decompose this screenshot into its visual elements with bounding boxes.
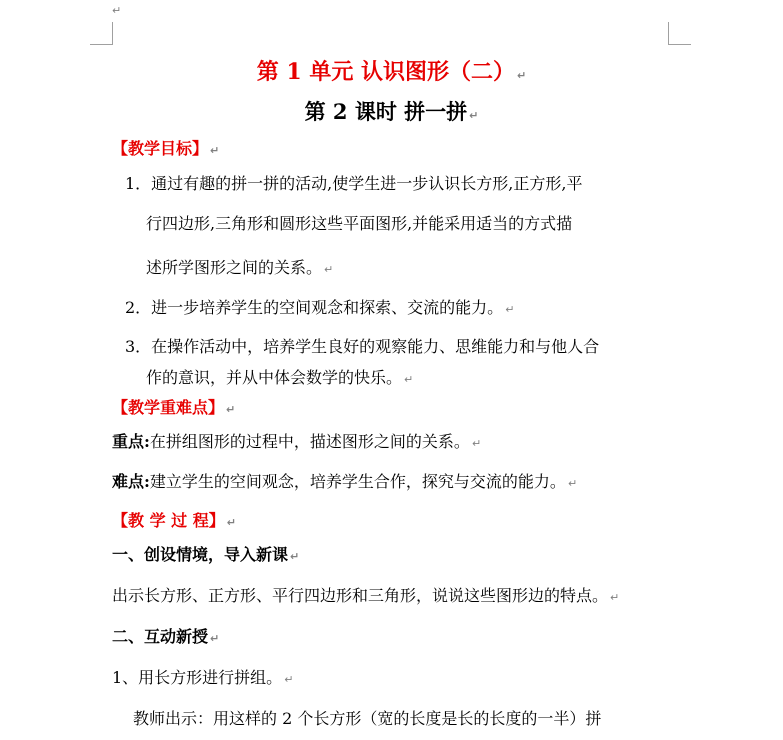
- paragraph-mark-icon: ↵: [471, 437, 482, 450]
- goals-heading: 【教学目标】 ↵: [112, 139, 220, 158]
- paragraph-mark-icon: ↵: [610, 591, 620, 604]
- step-2-item-1-text: 教师出示：用这样的 2 个长方形（宽的长度是长的长度的一半）拼: [133, 709, 602, 728]
- paragraph-mark-icon: ↵: [505, 303, 515, 316]
- process-heading: 【教 学 过 程】 ↵: [112, 511, 236, 530]
- page-corner-top-left: [90, 22, 113, 45]
- goal-1-line-3: 述所学图形之间的关系。 ↵: [146, 258, 334, 277]
- paragraph-mark-icon: ↵: [567, 477, 578, 490]
- difficult-point-label: 难点:: [112, 472, 150, 491]
- paragraph-mark-icon: ↵: [112, 4, 122, 17]
- step-2-item-1: 1、用长方形进行拼组。 ↵: [112, 668, 294, 687]
- goal-1-line-1: 1．通过有趣的拼一拼的活动,使学生进一步认识长方形,正方形,平: [125, 174, 583, 193]
- paragraph-mark-icon: ↵: [469, 109, 479, 122]
- paragraph-mark-icon: ↵: [290, 550, 300, 563]
- lesson-subtitle: 第 2 课时 拼一拼 ↵: [304, 99, 479, 124]
- goal-1-line-2: 行四边形,三角形和圆形这些平面图形,并能采用适当的方式描: [146, 214, 573, 233]
- goal-2: 2．进一步培养学生的空间观念和探索、交流的能力。 ↵: [125, 298, 515, 317]
- key-point: 重点:在拼组图形的过程中，描述图形之间的关系。 ↵: [112, 432, 482, 451]
- paragraph-mark-icon: ↵: [226, 516, 236, 529]
- paragraph-mark-icon: ↵: [324, 263, 334, 276]
- key-point-label: 重点:: [112, 432, 150, 451]
- paragraph-mark-icon: ↵: [210, 144, 220, 157]
- step-1-heading: 一、创设情境，导入新课 ↵: [112, 545, 300, 564]
- paragraph-mark-icon: ↵: [517, 69, 527, 82]
- difficult-point: 难点:建立学生的空间观念，培养学生合作，探究与交流的能力。 ↵: [112, 472, 578, 491]
- step-1-text: 出示长方形、正方形、平行四边形和三角形，说说这些图形边的特点。 ↵: [112, 586, 620, 605]
- paragraph-mark-icon: ↵: [210, 632, 220, 645]
- document-title: 第 1 单元 认识图形（二） ↵: [256, 59, 527, 85]
- goal-3-line-2: 作的意识，并从中体会数学的快乐。 ↵: [146, 368, 414, 387]
- step-2-heading: 二、互动新授 ↵: [112, 627, 220, 646]
- goal-3-line-1: 3．在操作活动中，培养学生良好的观察能力、思维能力和与他人合: [125, 337, 600, 356]
- paragraph-mark-icon: ↵: [284, 673, 294, 686]
- paragraph-mark-icon: ↵: [226, 403, 236, 416]
- page-corner-top-right: [668, 22, 691, 45]
- key-points-heading: 【教学重难点】 ↵: [112, 398, 236, 417]
- paragraph-mark-icon: ↵: [404, 373, 414, 386]
